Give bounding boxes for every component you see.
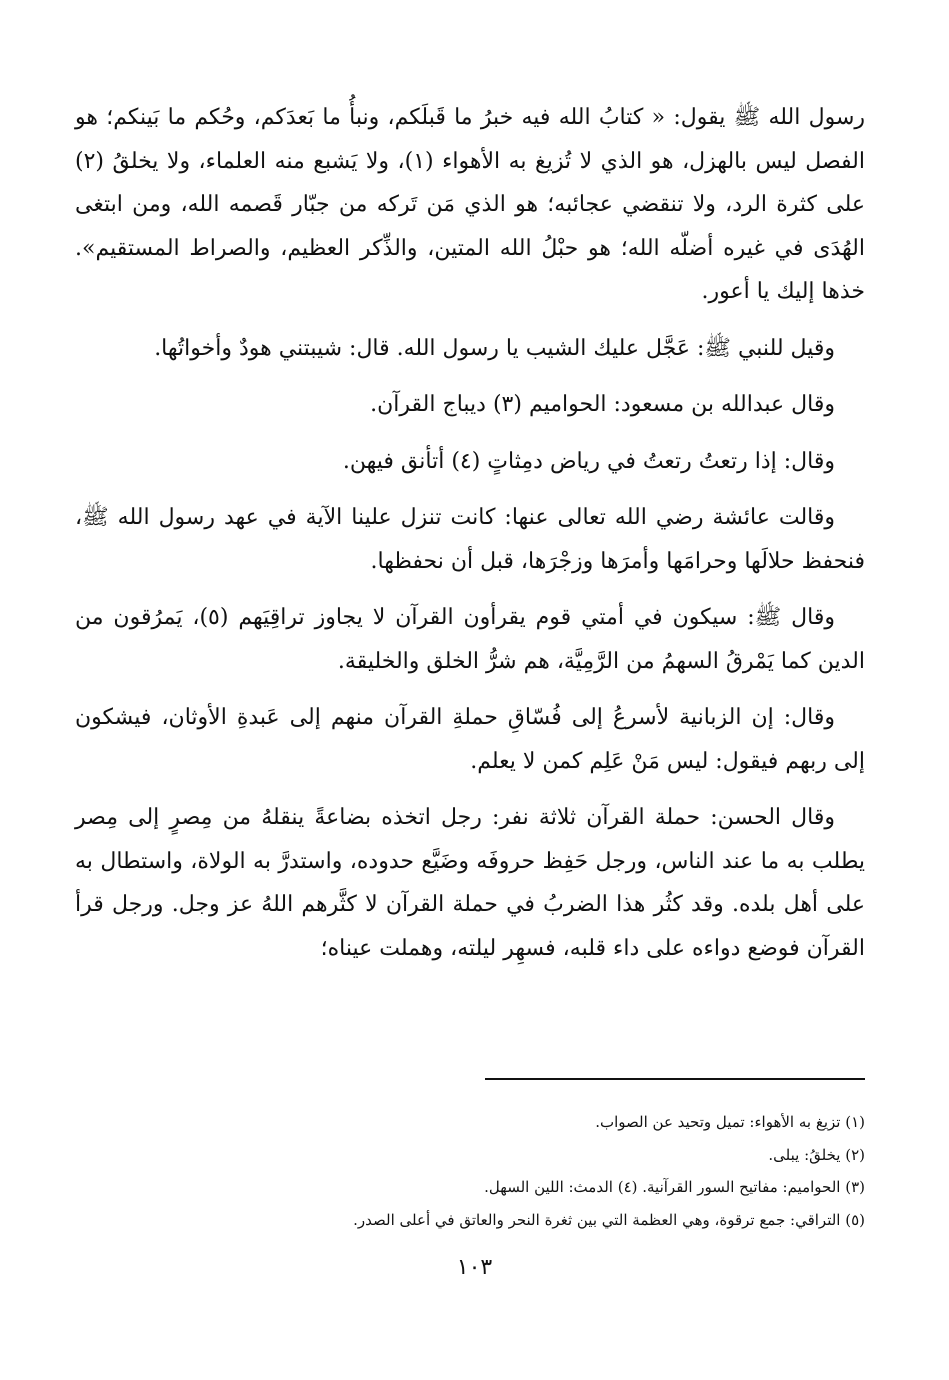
footnotes (75, 1106, 865, 1236)
footnote: (٣) الحواميم: مفاتيح السور القرآنية. (٤) الدمث: اللين السهل. (484, 1178, 865, 1196)
page-number: ١٠٣ (456, 1255, 493, 1280)
paragraph: وقال: إن الزبانية لأسرعُ إلى فُسّاقِ حملةِ القرآن منهم إلى عَبدةِ الأوثان، فيشكون إلى ربهم فيقول: ليس مَنْ عَلِم كمن لا يعلم. (75, 705, 865, 774)
paragraph: وقال: إذا رتعتُ رتعتُ في رياض دمِثاتٍ (٤) أتأنق فيهن. (342, 448, 835, 474)
footnote: (٢) يخلقُ: يبلى. (768, 1145, 865, 1164)
footnote: (١) تزيغ به الأهواء: تميل وتحيد عن الصواب. (595, 1113, 865, 1131)
paragraph: وقالت عائشة رضي الله تعالى عنها: كانت تنزل علينا الآية في عهد رسول الله ﷺ، فنحفظ حلالَها وحرامَها وأمرَها وزجْرَها، قبل أن نحفظها. (75, 505, 865, 574)
paragraph: وقال الحسن: حملة القرآن ثلاثة نفر: رجل اتخذه بضاعةً ينقلهُ من مِصرٍ إلى مِصر يطلب به ما عند الناس، ورجل حَفِظ حروفَه وضَيَّع حدوده، واستدرَّ به الولاة، واستطال به على أهل بلده. وقد كثُر هذا الضربُ في حملة القرآن لا كثَّرهم اللهُ عز وجل. ورجل قرأ القرآن فوضع دواءه على داء قلبه، فسهِر ليلته، وهملت عيناه؛ (75, 805, 865, 961)
main-text (75, 96, 865, 970)
paragraph: رسول الله ﷺ يقول: « كتابُ الله فيه خبرُ ما قَبلَكم، ونبأُ ما بَعدَكم، وحُكم ما بَينكم؛ هو الفصل ليس بالهزل، هو الذي لا تُزيغ به الأهواء (١)، ولا يَشبع منه العلماء، ولا يخلقُ (٢) على كثرة الرد، ولا تنقضي عجائبه؛ هو الذي مَن تَركه من جبّار قَصمه الله، ومن ابتغى الهُدَى في غيره أضلّه الله؛ هو حبْلُ الله المتين، والذِّكر العظيم، والصراط المستقيم». خذها إليك يا أعور. (75, 105, 865, 304)
footnote: (٥) التراقي: جمع ترقوة، وهي العظمة التي بين ثغرة النحر والعاتق في أعلى الصدر. (353, 1210, 865, 1229)
footnote-separator (485, 1078, 865, 1080)
paragraph: وقيل للنبي ﷺ: عَجَّل عليك الشيب يا رسول الله. قال: شيبتني هودٌ وأخواتُها. (154, 335, 835, 361)
paragraph: وقال ﷺ: سيكون في أمتي قوم يقرأون القرآن لا يجاوز تراقِيَهم (٥)، يَمرُقون من الدين كما يَمْرقُ السهمُ من الرَّمِيَّة، هم شرُّ الخلق والخليقة. (75, 605, 865, 674)
paragraph: وقال عبدالله بن مسعود: الحواميم (٣) ديباج القرآن. (370, 392, 835, 417)
